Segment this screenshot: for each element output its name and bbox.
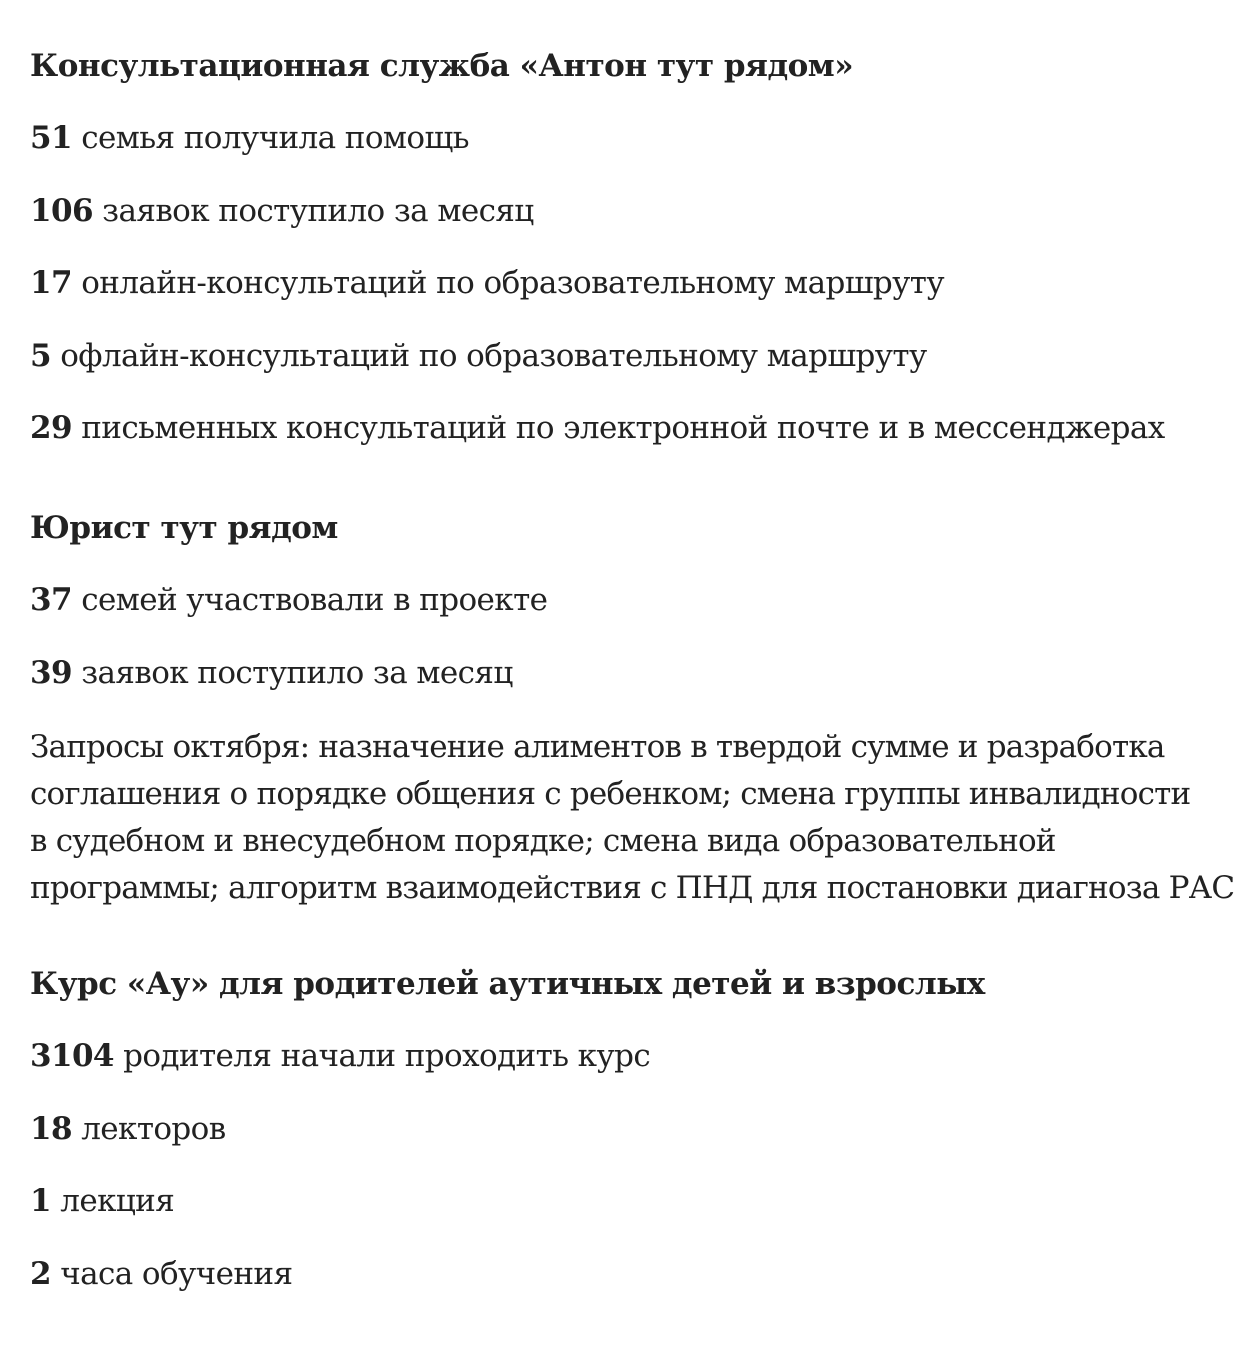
stat-line (30, 408, 1240, 448)
stat-line (30, 653, 1240, 693)
stat-value: 3104 (30, 1038, 114, 1074)
stat-line (30, 118, 1240, 158)
stat-value: 18 (30, 1111, 72, 1147)
stat-text: семей участвовали в проекте (71, 582, 548, 618)
stat-line (30, 1109, 1240, 1149)
stat-line (30, 1036, 1240, 1076)
stat-text: родителя начали проходить курс (113, 1038, 651, 1074)
stat-value: 2 (30, 1256, 51, 1292)
stat-text: заявок поступило за месяц (71, 655, 513, 691)
section-heading-consulting: Консультационная служба «Антон тут рядом» (30, 48, 854, 84)
stat-value: 51 (30, 120, 72, 156)
stat-value: 1 (30, 1183, 51, 1219)
section-heading-lawyer: Юрист тут рядом (30, 510, 338, 546)
stat-text: лекторов (71, 1111, 226, 1147)
stat-text: онлайн-консультаций по образовательному маршруту (71, 265, 944, 301)
stat-value: 29 (30, 410, 72, 446)
stat-value: 106 (30, 193, 93, 229)
requests-paragraph (30, 724, 1240, 912)
stat-line (30, 263, 1240, 303)
stat-text: заявок поступило за месяц (92, 193, 534, 229)
paragraph-line: в судебном и внесудебном порядке; смена вида образовательной (30, 823, 1056, 859)
stat-line (30, 336, 1240, 376)
section-heading-course: Курс «Ау» для родителей аутичных детей и взрослых (30, 966, 985, 1002)
paragraph-line: программы; алгоритм взаимодействия с ПНД для постановки диагноза РАС (30, 870, 1235, 906)
paragraph-line: соглашения о порядке общения с ребенком; смена группы инвалидности (30, 776, 1191, 812)
stat-value: 17 (30, 265, 72, 301)
paragraph-line: Запросы октября: назначение алиментов в твердой сумме и разработка (30, 729, 1165, 765)
stat-text: офлайн-консультаций по образовательному маршруту (50, 338, 927, 374)
stat-line (30, 191, 1240, 231)
stat-text: письменных консультаций по электронной почте и в мессенджерах (71, 410, 1165, 446)
stat-value: 5 (30, 338, 51, 374)
stat-text: часа обучения (50, 1256, 293, 1292)
stat-text: лекция (50, 1183, 175, 1219)
stat-text: семья получила помощь (71, 120, 469, 156)
stat-line (30, 1181, 1240, 1221)
stat-value: 37 (30, 582, 72, 618)
stat-line (30, 580, 1240, 620)
stat-line (30, 1254, 1240, 1294)
stat-value: 39 (30, 655, 72, 691)
